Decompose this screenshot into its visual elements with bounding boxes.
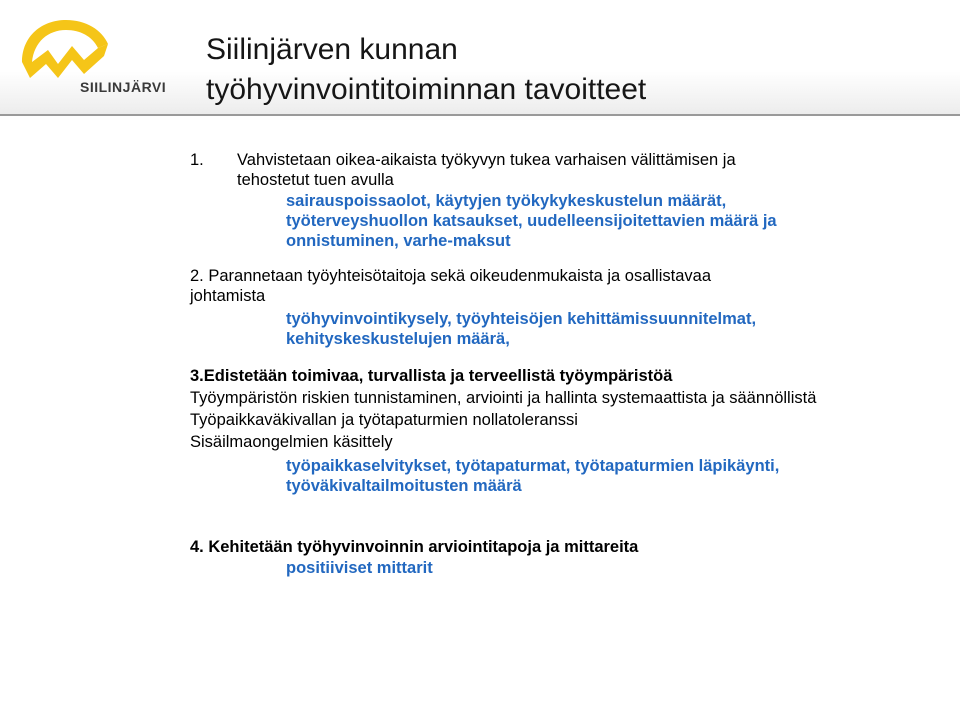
goal-2-heading-line-1: 2. Parannetaan työyhteisötaitoja sekä oikeudenmukaista ja osallistavaa xyxy=(190,267,711,285)
title-line-1: Siilinjärven kunnan xyxy=(206,33,458,66)
goal-1-heading-line-1: Vahvistetaan oikea-aikaista työkyvyn tukea varhaisen välittämisen ja xyxy=(237,151,736,169)
goal-1-metric-line-1: sairauspoissaolot, käytyjen työkykykeskustelun määrät, xyxy=(286,192,727,210)
logo-wordmark: SIILINJÄRVI xyxy=(80,79,167,95)
goal-2-metric-line-1: työhyvinvointikysely, työyhteisöjen kehittämissuunnitelmat, xyxy=(286,310,757,328)
goal-1-heading-line-2: tehostetut tuen avulla xyxy=(237,171,394,189)
goal-2-heading-line-2: johtamista xyxy=(190,287,266,305)
goal-1-metric-line-2: työterveyshuollon katsaukset, uudelleensijoitettavien määrä ja xyxy=(286,212,777,230)
goal-4-heading: 4. Kehitetään työhyvinvoinnin arviointitapoja ja mittareita xyxy=(190,538,639,556)
goal-3-metric-line-2: työväkivaltailmoitusten määrä xyxy=(286,477,522,495)
goal-3-detail-2: Työpaikkaväkivallan ja työtapaturmien nollatoleranssi xyxy=(190,411,578,429)
goal-3-metric-line-1: työpaikkaselvitykset, työtapaturmat, työtapaturmien läpikäynti, xyxy=(286,457,780,475)
title-line-2: työhyvinvointitoiminnan tavoitteet xyxy=(206,73,647,106)
goal-4-metric: positiiviset mittarit xyxy=(286,559,433,577)
goal-3-detail-1: Työympäristön riskien tunnistaminen, arviointi ja hallinta systemaattista ja säännöllistä xyxy=(190,389,817,407)
goal-3-heading: 3.Edistetään toimivaa, turvallista ja terveellistä työympäristöä xyxy=(190,367,673,385)
goal-1-number: 1. xyxy=(190,151,204,169)
goal-3-detail-3: Sisäilmaongelmien käsittely xyxy=(190,433,393,451)
goal-2-metric-line-2: kehityskeskustelujen määrä, xyxy=(286,330,510,348)
goal-1-metric-line-3: onnistuminen, varhe-maksut xyxy=(286,232,511,250)
